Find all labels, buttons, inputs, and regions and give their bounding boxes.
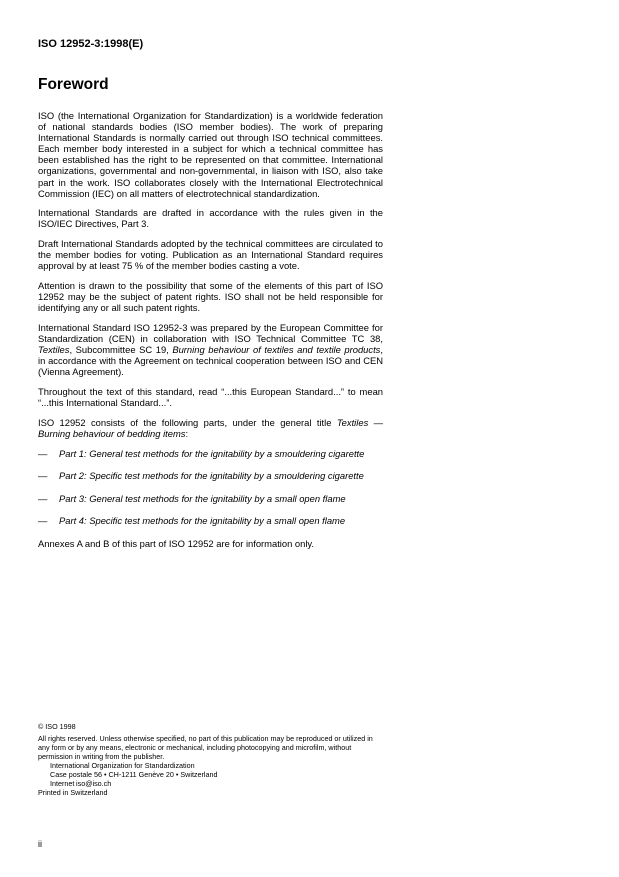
text-segment: , in accordance with the Agreement on technical cooperation between ISO and CEN (Vienna Agreement). xyxy=(38,344,383,378)
organization-name: International Organization for Standardization xyxy=(50,761,195,770)
internet-label: Internet xyxy=(50,779,75,788)
dash-marker: — xyxy=(38,447,48,459)
text-segment: , Subcommittee SC 19, xyxy=(69,344,173,356)
postal-address: Case postale 56 • CH-1211 Genève 20 • Switzerland xyxy=(50,770,218,779)
copyright-notice: © ISO 1998 xyxy=(38,722,76,731)
paragraph-voting: Draft International Standards adopted by the technical committees are circulated to the member bodies for voting. Publication as an International Standard requires approval by at least 75 % of the member bodies casting a vote. xyxy=(38,238,383,272)
list-item-text: Part 3: General test methods for the ignitability by a small open flame xyxy=(59,492,346,504)
text-segment-italic: Textiles — Burning behaviour of bedding items xyxy=(38,416,383,439)
list-item-text: Part 1: General test methods for the ignitability by a smouldering cigarette xyxy=(59,447,365,459)
foreword-body xyxy=(38,110,383,558)
list-item xyxy=(38,448,383,459)
paragraph-patent: Attention is drawn to the possibility that some of the elements of this part of ISO 12952 may be the subject of patent rights. ISO shall not be held responsible for identifying any or all such patent rights. xyxy=(38,280,383,314)
text-segment: International Standard ISO 12952-3 was prepared by the European Committee for Standardization (CEN) in collaboration with ISO Technical Committee TC 38, xyxy=(38,321,383,344)
list-item-text: Part 4: Specific test methods for the ignitability by a small open flame xyxy=(59,515,346,527)
text-segment: : xyxy=(185,427,189,439)
parts-list xyxy=(38,448,383,527)
internet-email: iso@iso.ch xyxy=(76,779,112,788)
text-segment-italic: Textiles xyxy=(38,344,70,356)
list-item xyxy=(38,470,383,481)
paragraph-parts-intro xyxy=(38,417,383,439)
page-title: Foreword xyxy=(38,76,109,93)
paragraph-reading-note: Throughout the text of this standard, read “...this European Standard...” to mean “...this International Standard...”. xyxy=(38,385,383,409)
text-segment: ISO 12952 consists of the following parts, under the general title xyxy=(38,416,337,428)
internet-contact xyxy=(38,779,383,788)
document-code: ISO 12952-3:1998(E) xyxy=(38,38,144,50)
list-item xyxy=(38,493,383,504)
dash-marker: — xyxy=(38,492,48,504)
text-segment-italic: Burning behaviour of textiles and textile products xyxy=(172,344,381,356)
copyright-block xyxy=(38,722,383,797)
dash-marker: — xyxy=(38,515,48,527)
dash-marker: — xyxy=(38,470,48,482)
paragraph-annexes: Annexes A and B of this part of ISO 12952 are for information only. xyxy=(38,537,315,549)
list-item-text: Part 2: Specific test methods for the ignitability by a smouldering cigarette xyxy=(59,470,364,482)
paragraph-drafting: International Standards are drafted in accordance with the rules given in the ISO/IEC Directives, Part 3. xyxy=(38,207,383,230)
rights-statement: All rights reserved. Unless otherwise specified, no part of this publication may be reproduced or utilized in any form or by any means, electronic or mechanical, including photocopying and microfilm, without permission in writing from the publisher. xyxy=(38,734,373,761)
paragraph-preparation xyxy=(38,322,383,377)
printed-location: Printed in Switzerland xyxy=(38,788,108,797)
paragraph-iso-intro: ISO (the International Organization for Standardization) is a worldwide federation of national standards bodies (ISO member bodies). The work of preparing International Standards is normally carried out through ISO technical committees. Each member body interested in a subject for which a technical committee has been established has the right to be represented on that committee. International organizations, governmental and non-governmental, in liaison with ISO, also take part in the work. ISO collaborates closely with the International Electrotechnical Commission (IEC) on all matters of electrotechnical standardization. xyxy=(38,110,383,199)
page-number: ii xyxy=(38,839,42,849)
list-item xyxy=(38,515,383,526)
